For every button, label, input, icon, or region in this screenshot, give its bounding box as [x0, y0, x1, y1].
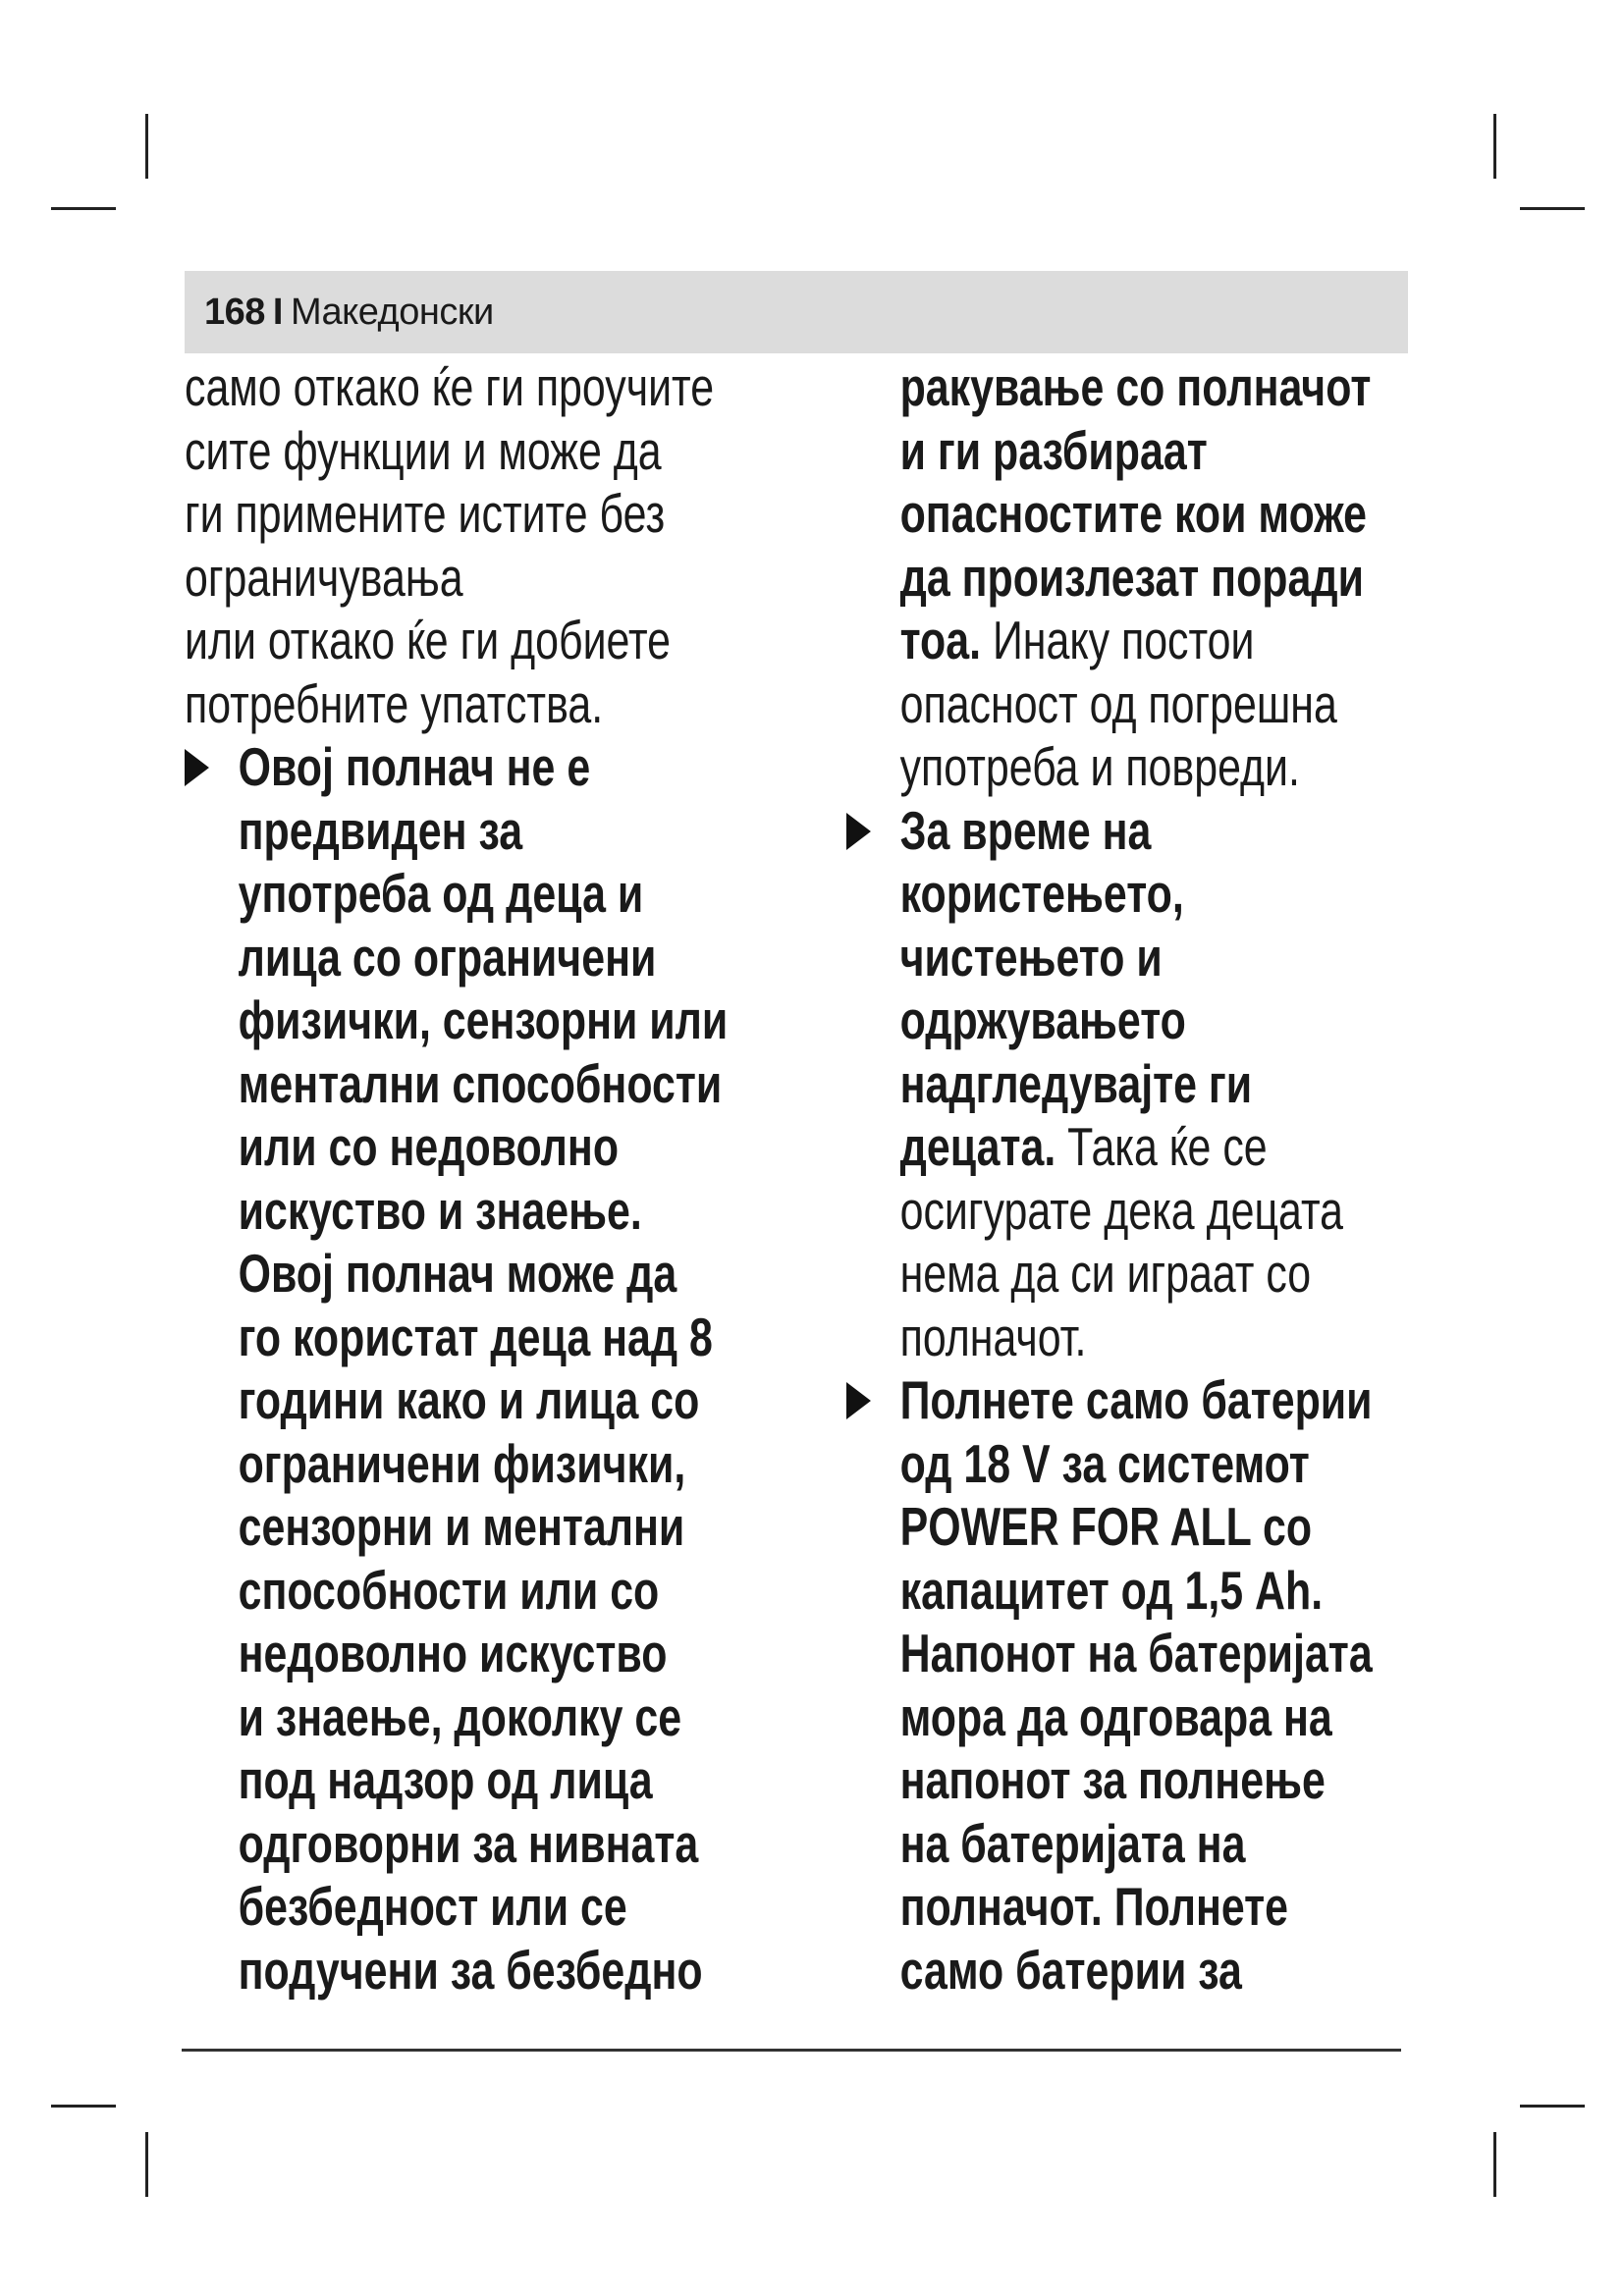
bullet-line: надгледувајте ги — [899, 1052, 1253, 1114]
bullet-line: сензорни и ментални — [238, 1496, 685, 1557]
bullet-line: од 18 V за системот — [899, 1432, 1310, 1494]
continuation-line: опасностите кои може — [899, 483, 1367, 544]
continuation-normal-start: Инаку постои — [981, 610, 1255, 670]
bullet-line: полначот. Полнете — [899, 1876, 1289, 1937]
bullet-line: мора да одговара на — [899, 1685, 1332, 1747]
bullet-line: недоволно искуство — [238, 1623, 668, 1683]
bullet-line: осигурате дека децата — [899, 1179, 1344, 1241]
bullet-line: и знаење, доколку се — [238, 1685, 682, 1747]
warning-bullet-children — [185, 735, 813, 2002]
intro-line: потребните упатства. — [185, 672, 604, 734]
crop-mark-bottom-right-horizontal — [1520, 2105, 1585, 2108]
continuation-line: и ги разбираат — [899, 419, 1208, 481]
bullet-line: или со недоволно — [238, 1116, 620, 1177]
crop-mark-top-right-vertical — [1493, 114, 1496, 179]
intro-line: или откако ќе ги добиете — [185, 610, 672, 670]
bullet-line: одржувањето — [899, 989, 1186, 1050]
intro-line: ги примените истите без — [185, 483, 666, 544]
bullet-line: го користат деца над 8 — [238, 1306, 713, 1367]
bullet-triangle-icon — [185, 749, 209, 786]
bullet-line: нема да си играат со — [899, 1243, 1312, 1304]
bullet-continuation — [846, 355, 1451, 799]
bullet-line: години како и лица со — [238, 1369, 700, 1430]
crop-mark-bottom-left-horizontal — [51, 2105, 116, 2108]
bullet-line: одговорни за нивната — [238, 1812, 699, 1874]
bullet-normal-start: Така ќе се — [1056, 1116, 1268, 1177]
bullet-line: ограничени физички, — [238, 1432, 686, 1494]
bullet-line: ментални способности — [238, 1052, 723, 1114]
bullet-line: POWER FOR ALL со — [899, 1496, 1313, 1557]
bullet-line: способности или со — [238, 1559, 660, 1621]
crop-mark-top-left-horizontal — [51, 207, 116, 210]
continuation-bold-end: тоа. — [899, 610, 982, 670]
bullet-triangle-icon — [846, 813, 871, 850]
bullet-line: За време на — [899, 799, 1152, 861]
crop-mark-top-left-vertical — [145, 114, 148, 179]
bullet-line: искуство и знаење. — [238, 1179, 642, 1241]
bullet-line: капацитет од 1,5 Ah. — [899, 1559, 1324, 1621]
header-separator: I — [272, 292, 283, 333]
continuation-line: ракување со полначот — [899, 356, 1372, 417]
bullet-line: на батеријата на — [899, 1812, 1246, 1874]
footer-rule — [182, 2049, 1401, 2052]
bullet-line: полначот. — [899, 1306, 1087, 1367]
bullet-bold-end: децата. — [899, 1116, 1056, 1177]
bullet-line: предвиден за — [238, 799, 523, 861]
intro-line: ограничувања — [185, 546, 463, 608]
bullet-line: Напонот на батеријата — [899, 1623, 1373, 1683]
bullet-line: Овој полнач може да — [238, 1243, 677, 1304]
bullet-line: користењето, — [899, 863, 1184, 924]
left-column — [185, 355, 813, 2002]
intro-line: само откако ќе ги проучите — [185, 356, 715, 417]
crop-mark-top-right-horizontal — [1520, 207, 1585, 210]
bullet-line: под надзор од лица — [238, 1749, 653, 1810]
bullet-line: Овој полнач не е — [238, 736, 591, 797]
bullet-line: само батерии за — [899, 1939, 1242, 2001]
continuation-line: употреба и повреди. — [899, 736, 1300, 797]
bullet-line: лица со ограничени — [238, 926, 657, 988]
crop-mark-bottom-left-vertical — [145, 2132, 148, 2197]
page-header — [204, 287, 494, 338]
bullet-triangle-icon — [846, 1382, 871, 1419]
bullet-line: чистењето и — [899, 926, 1163, 988]
continuation-line: да произлезат поради — [899, 546, 1364, 608]
bullet-line: напонот за полнење — [899, 1749, 1326, 1810]
bullet-line: физички, сензорни или — [238, 989, 729, 1050]
bullet-line: употреба од деца и — [238, 863, 644, 924]
crop-mark-bottom-right-vertical — [1493, 2132, 1496, 2197]
right-column — [846, 355, 1451, 2002]
bullet-line: подучени за безбедно — [238, 1939, 703, 2001]
warning-bullet-supervise-children — [846, 799, 1451, 1369]
page-number: 168 — [204, 292, 265, 333]
warning-bullet-battery-type — [846, 1368, 1451, 2002]
intro-line: сите функции и може да — [185, 419, 662, 481]
bullet-line: безбедност или се — [238, 1876, 627, 1937]
bullet-line: Полнете само батерии — [899, 1369, 1373, 1430]
header-language: Македонски — [290, 292, 494, 333]
continuation-line: опасност од погрешна — [899, 672, 1337, 734]
